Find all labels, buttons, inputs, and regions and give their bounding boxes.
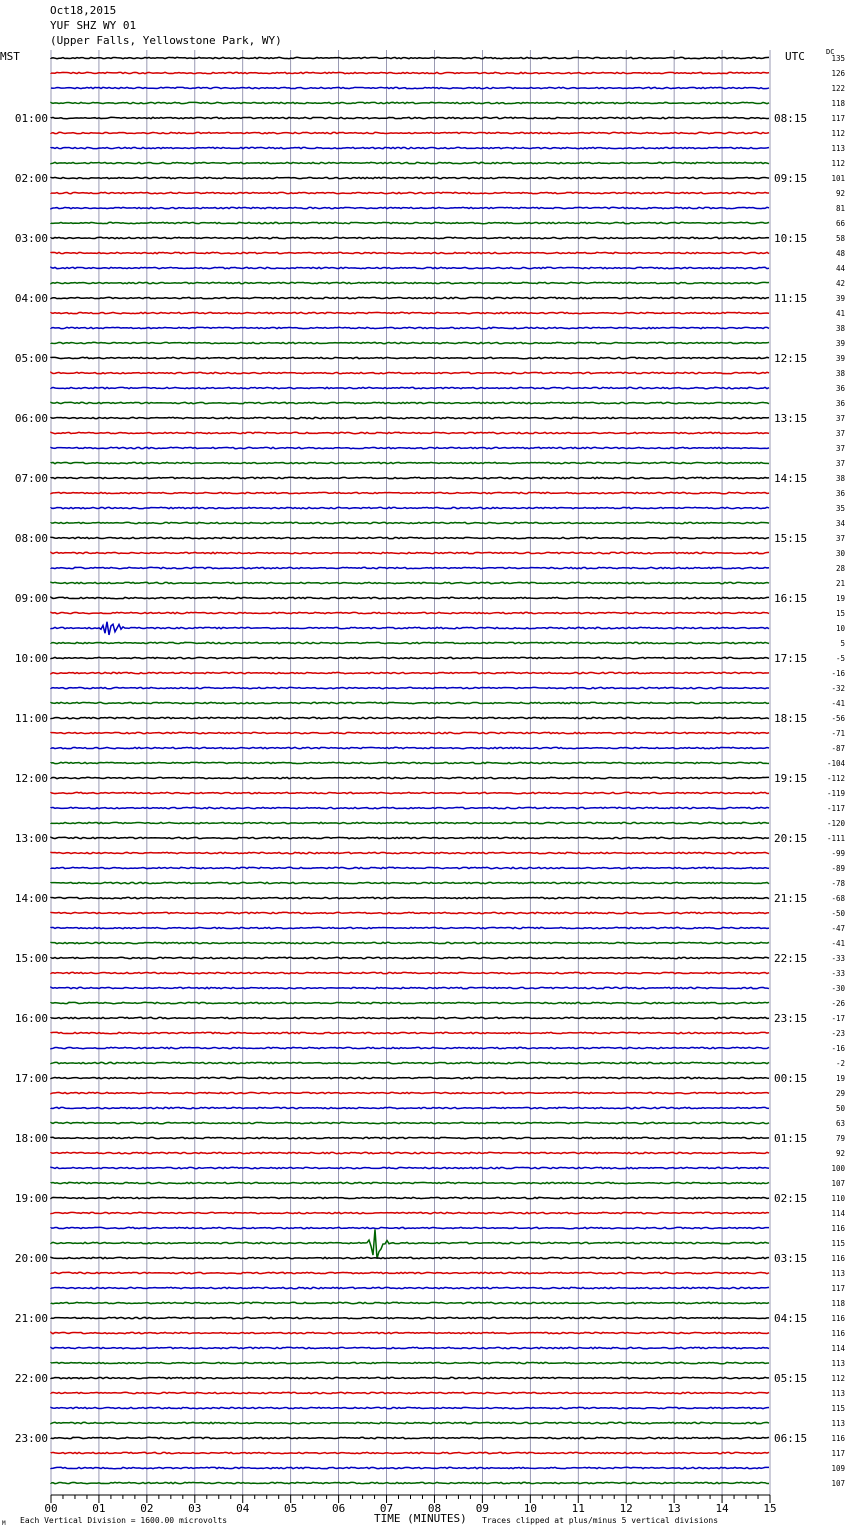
dc-offset-label: 114 [831,1209,845,1218]
trace-79 [51,1229,769,1258]
mst-hour-label: 19:00 [14,1192,48,1205]
trace-14 [51,267,769,268]
dc-offset-label: 135 [831,54,845,63]
dc-offset-label: -41 [831,699,845,708]
trace-57 [51,912,769,913]
dc-offset-label: 116 [831,1329,845,1338]
trace-84 [51,1317,769,1318]
trace-76 [51,1197,769,1198]
dc-offset-label: 116 [831,1434,845,1443]
utc-hour-label: 06:15 [774,1432,808,1445]
dc-offset-label: 42 [835,279,845,288]
trace-82 [51,1287,769,1288]
dc-offset-label: -78 [831,879,845,888]
trace-63 [51,1002,769,1003]
dc-offset-label: 39 [835,339,845,348]
trace-11 [51,222,769,223]
dc-offset-label: 36 [835,399,845,408]
dc-offset-label: 21 [835,579,845,588]
trace-50 [51,807,769,808]
dc-offset-label: 38 [835,369,845,378]
dc-offset-label: -112 [826,774,845,783]
dc-offset-label: 38 [835,324,845,333]
dc-offset-label: 29 [835,1089,845,1098]
trace-95 [51,1482,769,1483]
trace-78 [51,1227,769,1228]
dc-offset-label: 113 [831,1359,845,1368]
trace-61 [51,972,769,973]
trace-13 [51,252,769,253]
minute-gridlines [51,50,770,1495]
trace-80 [51,1257,769,1258]
mst-hour-label: 17:00 [14,1072,48,1085]
dc-offset-label: 92 [835,189,845,198]
mst-hour-label: 18:00 [14,1132,48,1145]
utc-hour-label: 16:15 [774,592,808,605]
dc-offset-label: 113 [831,1269,845,1278]
trace-54 [51,867,769,868]
dc-offset-label: 34 [835,519,845,528]
x-tick-label: 12 [619,1502,633,1515]
trace-56 [51,897,769,898]
trace-24 [51,417,769,418]
mst-hour-label: 10:00 [14,652,48,665]
trace-36 [51,597,769,598]
trace-48 [51,777,769,778]
trace-21 [51,372,769,373]
utc-hour-label: 17:15 [774,652,808,665]
trace-87 [51,1362,769,1363]
trace-38 [51,622,769,635]
dc-offset-label: 50 [835,1104,845,1113]
mst-hour-label: 14:00 [14,892,48,905]
utc-hour-label: 05:15 [774,1372,808,1385]
dc-offset-label: -23 [831,1029,845,1038]
mst-hour-label: 09:00 [14,592,48,605]
dc-offset-label: 100 [831,1164,845,1173]
utc-hour-label: 11:15 [774,292,808,305]
x-tick-label: 14 [715,1502,729,1515]
dc-offset-label: 19 [835,594,845,603]
trace-71 [51,1122,769,1123]
trace-74 [51,1167,769,1168]
plot-date: Oct18,2015 [50,4,117,17]
mst-hour-label: 20:00 [14,1252,48,1265]
trace-68 [51,1077,769,1078]
trace-3 [51,102,769,103]
trace-81 [51,1272,769,1273]
trace-77 [51,1212,769,1213]
dc-offset-label: 30 [835,549,845,558]
utc-hour-label: 12:15 [774,352,808,365]
trace-59 [51,942,769,943]
trace-23 [51,402,769,403]
trace-2 [51,87,769,88]
trace-69 [51,1092,769,1093]
mst-hour-label: 23:00 [14,1432,48,1445]
dc-offset-label: -68 [831,894,845,903]
dc-offset-label: 107 [831,1179,845,1188]
utc-hour-label: 23:15 [774,1012,808,1025]
dc-offset-label: 116 [831,1224,845,1233]
utc-hour-label: 19:15 [774,772,808,785]
trace-5 [51,132,769,133]
trace-4 [51,117,769,118]
trace-28 [51,477,769,478]
dc-offset-label: 92 [835,1149,845,1158]
dc-offset-label: 115 [831,1239,845,1248]
trace-31 [51,522,769,523]
trace-32 [51,537,769,538]
x-tick-label: 00 [44,1502,58,1515]
dc-offset-label: 66 [835,219,845,228]
trace-70 [51,1107,769,1108]
dc-offset-label: 37 [835,534,845,543]
utc-hour-label: 13:15 [774,412,808,425]
trace-12 [51,237,769,238]
dc-offset-label: 79 [835,1134,845,1143]
dc-offset-label: -111 [826,834,845,843]
trace-8 [51,177,769,178]
dc-offset-label: 37 [835,459,845,468]
dc-offset-label: 117 [831,1449,845,1458]
dc-offset-header: DC [826,48,835,56]
dc-offset-label: 63 [835,1119,845,1128]
trace-45 [51,732,769,733]
trace-1 [51,72,769,73]
trace-22 [51,387,769,388]
trace-93 [51,1452,769,1453]
clip-note: Traces clipped at plus/minus 5 vertical divisions [482,1516,719,1525]
dc-offset-label: 58 [835,234,845,243]
mst-hour-label: 04:00 [14,292,48,305]
dc-offset-label: 118 [831,99,845,108]
utc-hour-label: 02:15 [774,1192,808,1205]
trace-58 [51,927,769,928]
x-tick-label: 08 [427,1502,442,1515]
trace-0 [51,57,769,58]
utc-hour-label: 08:15 [774,112,808,125]
trace-41 [51,672,769,673]
mst-hour-label: 03:00 [14,232,48,245]
dc-offset-label: 37 [835,444,845,453]
utc-hour-label: 01:15 [774,1132,808,1145]
dc-offset-label: -87 [831,744,845,753]
dc-offset-label: 37 [835,429,845,438]
dc-offset-label: 126 [831,69,845,78]
trace-26 [51,447,769,448]
trace-35 [51,582,769,583]
dc-offset-label: 112 [831,129,845,138]
utc-hour-label: 14:15 [774,472,808,485]
dc-offset-label: 114 [831,1344,845,1353]
trace-85 [51,1332,769,1333]
dc-offset-label: 110 [831,1194,845,1203]
dc-offset-label: 35 [835,504,845,513]
dc-offset-label: -104 [826,759,845,768]
dc-offset-label: -2 [835,1059,845,1068]
trace-86 [51,1347,769,1348]
trace-66 [51,1047,769,1048]
right-timezone-label: UTC [785,50,805,63]
trace-15 [51,282,769,283]
trace-90 [51,1407,769,1408]
dc-offset-label: 117 [831,1284,845,1293]
x-tick-label: 04 [236,1502,250,1515]
dc-offset-label: 116 [831,1254,845,1263]
trace-30 [51,507,769,508]
dc-offset-label: 28 [835,564,845,573]
dc-offset-label: -56 [831,714,845,723]
dc-offset-label: 113 [831,1419,845,1428]
trace-44 [51,717,769,718]
dc-offset-label: 116 [831,1314,845,1323]
trace-40 [51,657,769,658]
trace-29 [51,492,769,493]
x-tick-label: 02 [140,1502,154,1515]
left-timezone-label: MST [0,50,20,63]
dc-offset-label: 112 [831,159,845,168]
trace-62 [51,987,769,988]
dc-offset-label: -33 [831,954,845,963]
mst-hour-label: 02:00 [14,172,48,185]
trace-94 [51,1467,769,1468]
dc-offset-label: 48 [835,249,845,258]
dc-offset-label: 36 [835,384,845,393]
trace-64 [51,1017,769,1018]
dc-offset-label: 113 [831,1389,845,1398]
x-tick-label: 05 [284,1502,298,1515]
dc-offset-label: 39 [835,294,845,303]
mst-hour-label: 05:00 [14,352,48,365]
mst-hour-label: 11:00 [14,712,48,725]
trace-73 [51,1152,769,1153]
trace-46 [51,747,769,748]
dc-offset-label: -16 [831,1044,845,1053]
x-tick-label: 06 [331,1502,346,1515]
dc-offset-label: -117 [826,804,845,813]
trace-47 [51,762,769,763]
mst-hour-label: 22:00 [14,1372,48,1385]
dc-offset-label: -71 [831,729,845,738]
trace-7 [51,162,769,163]
dc-offset-label: 122 [831,84,845,93]
dc-offset-label: -41 [831,939,845,948]
trace-65 [51,1032,769,1033]
utc-hour-label: 21:15 [774,892,808,905]
dc-offset-label: 115 [831,1404,845,1413]
trace-9 [51,192,769,193]
x-tick-label: 10 [523,1502,537,1515]
utc-hour-label: 10:15 [774,232,808,245]
trace-52 [51,837,769,838]
dc-offset-label: 37 [835,414,845,423]
trace-67 [51,1062,769,1063]
trace-37 [51,612,769,613]
trace-53 [51,852,769,853]
dc-offset-label: 44 [835,264,845,273]
dc-offset-label: -119 [826,789,845,798]
dc-offset-label: 41 [835,309,845,318]
x-tick-label: 11 [571,1502,585,1515]
trace-72 [51,1137,769,1138]
dc-offset-label: 38 [835,474,845,483]
trace-27 [51,462,769,463]
trace-43 [51,702,769,703]
trace-60 [51,957,769,958]
plot-station-title: YUF SHZ WY 01 [50,19,137,32]
dc-offset-label: 112 [831,1374,845,1383]
dc-offset-label: 113 [831,144,845,153]
trace-6 [51,147,769,148]
dc-offset-label: 117 [831,114,845,123]
dc-offset-label: 118 [831,1299,845,1308]
trace-10 [51,207,769,208]
dc-offset-label: -17 [831,1014,845,1023]
mst-hour-label: 16:00 [14,1012,48,1025]
dc-offset-label: 81 [835,204,845,213]
utc-hour-label: 15:15 [774,532,808,545]
dc-offset-label: -33 [831,969,845,978]
trace-16 [51,297,769,298]
mst-hour-label: 15:00 [14,952,48,965]
x-tick-label: 09 [475,1502,490,1515]
x-tick-label: 07 [379,1502,394,1515]
mst-hour-label: 06:00 [14,412,48,425]
trace-55 [51,882,769,883]
x-tick-label: 01 [92,1502,106,1515]
plot-location: (Upper Falls, Yellowstone Park, WY) [50,34,282,47]
dc-offset-label: 10 [835,624,845,633]
trace-33 [51,552,769,553]
dc-offset-label: -50 [831,909,845,918]
dc-offset-label: -32 [831,684,845,693]
utc-hour-label: 04:15 [774,1312,808,1325]
utc-hour-label: 22:15 [774,952,808,965]
mst-hour-label: 01:00 [14,112,48,125]
trace-39 [51,642,769,643]
utc-hour-label: 00:15 [774,1072,808,1085]
trace-89 [51,1392,769,1393]
dc-offset-label: -16 [831,669,845,678]
trace-19 [51,342,769,343]
utc-hour-label: 18:15 [774,712,808,725]
dc-offset-label: 101 [831,174,845,183]
trace-17 [51,312,769,313]
dc-offset-label: 19 [835,1074,845,1083]
dc-offset-label: -26 [831,999,845,1008]
trace-51 [51,822,769,823]
seismic-traces [15,54,846,1488]
dc-offset-label: 109 [831,1464,845,1473]
x-tick-label: 13 [667,1502,681,1515]
dc-offset-label: 5 [840,639,845,648]
trace-75 [51,1182,769,1183]
mst-hour-label: 07:00 [14,472,48,485]
trace-91 [51,1422,769,1423]
dc-offset-label: -120 [826,819,845,828]
trace-49 [51,792,769,793]
mst-hour-label: 08:00 [14,532,48,545]
dc-offset-label: -5 [835,654,845,663]
dc-offset-label: 36 [835,489,845,498]
mst-hour-label: 21:00 [14,1312,48,1325]
utc-hour-label: 03:15 [774,1252,808,1265]
dc-offset-label: -89 [831,864,845,873]
trace-25 [51,432,769,433]
mst-hour-label: 13:00 [14,832,48,845]
trace-18 [51,327,769,328]
trace-34 [51,567,769,568]
trace-88 [51,1377,769,1378]
utc-hour-label: 09:15 [774,172,808,185]
x-axis-title: TIME (MINUTES) [374,1512,467,1525]
utc-hour-label: 20:15 [774,832,808,845]
trace-20 [51,357,769,358]
scale-note: Each Vertical Division = 1600.00 microvolts [20,1516,228,1525]
dc-offset-label: -30 [831,984,845,993]
dc-offset-label: 15 [835,609,845,618]
trace-83 [51,1302,769,1303]
x-tick-label: 15 [763,1502,777,1515]
trace-42 [51,687,769,688]
mst-hour-label: 12:00 [14,772,48,785]
dc-offset-label: 39 [835,354,845,363]
dc-offset-label: 107 [831,1479,845,1488]
dc-offset-label: -47 [831,924,845,933]
x-tick-label: 03 [188,1502,202,1515]
trace-92 [51,1437,769,1438]
corner-mark: M [2,1520,6,1527]
dc-offset-label: -99 [831,849,845,858]
